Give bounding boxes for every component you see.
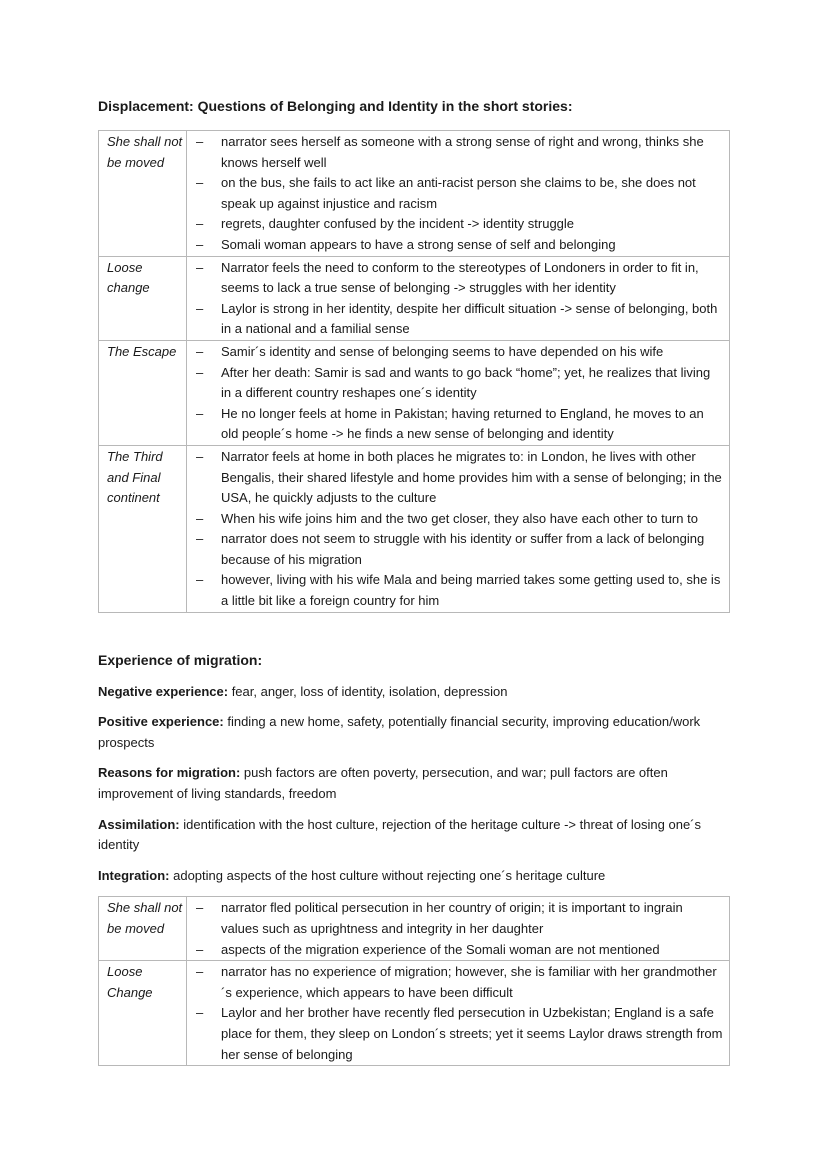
story-notes bbox=[187, 961, 730, 1066]
table-row bbox=[99, 961, 730, 1066]
notes-list bbox=[187, 342, 723, 445]
definition-paragraph bbox=[98, 712, 730, 753]
table-row bbox=[99, 256, 730, 340]
list-item: – narrator sees herself as someone with a strong sense of right and wrong, thinks she knows herself well bbox=[187, 132, 723, 173]
story-title: She shall not be moved bbox=[99, 131, 187, 257]
definition-term: Integration: bbox=[98, 867, 170, 883]
definitions-list bbox=[98, 682, 730, 887]
definition-term: Positive experience: bbox=[98, 714, 224, 730]
definition-term: Assimilation: bbox=[98, 816, 180, 832]
story-title: She shall not be moved bbox=[99, 897, 187, 961]
notes-list bbox=[187, 447, 723, 612]
list-item: – Laylor is strong in her identity, despite her difficult situation -> sense of belonging, both in a national and a familial sense bbox=[187, 299, 723, 340]
table-row bbox=[99, 131, 730, 257]
migration-table bbox=[98, 896, 730, 1066]
list-item: – Somali woman appears to have a strong sense of self and belonging bbox=[187, 235, 723, 256]
list-item: – narrator has no experience of migration; however, she is familiar with her grandmother´s experience, which appears to have been difficult bbox=[187, 962, 723, 1003]
list-item: – Narrator feels the need to conform to the stereotypes of Londoners in order to fit in, seems to lack a true sense of belonging -> struggles with her identity bbox=[187, 258, 723, 299]
definition-text: finding a new home, safety, potentially financial security, improving education/work prospects bbox=[98, 714, 701, 750]
definition-term: Negative experience: bbox=[98, 683, 229, 699]
list-item: – After her death: Samir is sad and wants to go back “home”; yet, he realizes that living in a different country reshapes one´s identity bbox=[187, 363, 723, 404]
definition-paragraph bbox=[98, 763, 730, 804]
table-row bbox=[99, 897, 730, 961]
story-title: The Escape bbox=[99, 340, 187, 445]
list-item: – however, living with his wife Mala and being married takes some getting used to, she is a little bit like a foreign country for him bbox=[187, 570, 723, 611]
list-item: – narrator fled political persecution in her country of origin; it is important to ingrain values such as uprightness and integrity in her daughter bbox=[187, 898, 723, 939]
table-row bbox=[99, 445, 730, 612]
story-title: The Third and Final continent bbox=[99, 445, 187, 612]
list-item: – on the bus, she fails to act like an anti-racist person she claims to be, she does not speak up against injustice and racism bbox=[187, 173, 723, 214]
definition-text: identification with the host culture, rejection of the heritage culture -> threat of losing one´s identity bbox=[98, 816, 702, 853]
list-item: – aspects of the migration experience of the Somali woman are not mentioned bbox=[187, 940, 723, 961]
definition-paragraph bbox=[98, 815, 730, 856]
notes-list bbox=[187, 258, 723, 340]
story-notes bbox=[187, 445, 730, 612]
notes-list bbox=[187, 898, 723, 960]
definition-paragraph bbox=[98, 866, 730, 887]
story-notes bbox=[187, 340, 730, 445]
story-notes bbox=[187, 131, 730, 257]
displacement-table bbox=[98, 130, 730, 613]
definition-text: adopting aspects of the host culture without rejecting one´s heritage culture bbox=[169, 867, 606, 883]
story-title: Loose Change bbox=[99, 961, 187, 1066]
definition-term: Reasons for migration: bbox=[98, 765, 241, 781]
definition-text: push factors are often poverty, persecution, and war; pull factors are often improvement of living standards, freedom bbox=[98, 765, 668, 802]
list-item: – Samir´s identity and sense of belonging seems to have depended on his wife bbox=[187, 342, 723, 363]
table-row bbox=[99, 340, 730, 445]
list-item: – When his wife joins him and the two get closer, they also have each other to turn to bbox=[187, 509, 723, 530]
list-item: – Laylor and her brother have recently fled persecution in Uzbekistan; England is a safe place for them, they sleep on London´s streets; yet it seems Laylor draws strength from her sense of belonging bbox=[187, 1003, 723, 1065]
notes-list bbox=[187, 132, 723, 256]
definition-text: fear, anger, loss of identity, isolation, depression bbox=[228, 683, 508, 699]
list-item: – narrator does not seem to struggle with his identity or suffer from a lack of belonging because of his migration bbox=[187, 529, 723, 570]
story-title: Loose change bbox=[99, 256, 187, 340]
heading-migration: Experience of migration: bbox=[98, 651, 263, 668]
definition-paragraph bbox=[98, 682, 730, 703]
list-item: – regrets, daughter confused by the incident -> identity struggle bbox=[187, 214, 723, 235]
notes-list bbox=[187, 962, 723, 1065]
list-item: – He no longer feels at home in Pakistan; having returned to England, he moves to an old people´s home -> he finds a new sense of belonging and identity bbox=[187, 404, 723, 445]
document-page bbox=[98, 96, 730, 1066]
story-notes bbox=[187, 256, 730, 340]
story-notes bbox=[187, 897, 730, 961]
heading-displacement: Displacement: Questions of Belonging and Identity in the short stories: bbox=[98, 98, 573, 114]
list-item: – Narrator feels at home in both places he migrates to: in London, he lives with other Bengalis, their shared lifestyle and home provides him with a sense of belonging; in the USA, he quickly adjusts to the culture bbox=[187, 447, 723, 509]
